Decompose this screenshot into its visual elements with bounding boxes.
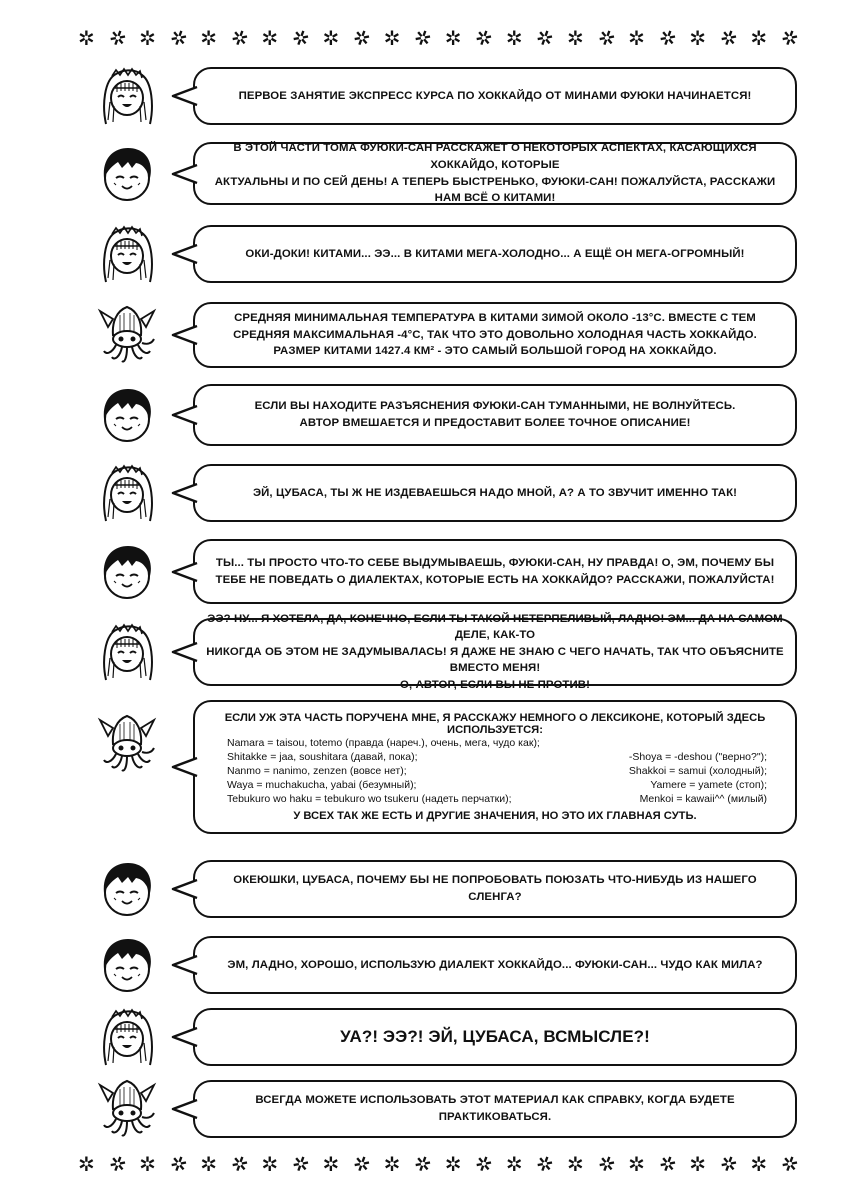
lexicon-row — [227, 736, 767, 750]
flower-ornament-icon: ✲ — [716, 1151, 740, 1179]
flower-ornament-icon: ✲ — [533, 25, 557, 53]
flower-ornament-icon: ✲ — [472, 1151, 496, 1179]
flower-ornament-icon: ✲ — [628, 1154, 645, 1176]
flower-ornament-icon: ✲ — [567, 28, 584, 50]
flower-ornament-icon: ✲ — [689, 1154, 707, 1176]
speech-bubble-tail — [171, 404, 197, 426]
flower-ornament-icon: ✲ — [750, 28, 768, 50]
flower-ornament-icon: ✲ — [689, 28, 707, 50]
lexicon-row — [227, 764, 767, 778]
flower-ornament-icon: ✲ — [227, 25, 251, 53]
flower-ornament-icon: ✲ — [533, 1151, 557, 1179]
lexicon-entry: Shakkoi = samui (холодный); — [628, 765, 767, 777]
speech-bubble — [193, 302, 797, 368]
bubble-text — [205, 144, 785, 203]
flower-ornament-icon: ✲ — [628, 28, 645, 50]
squid-avatar-icon — [96, 305, 158, 365]
lexicon-row — [227, 792, 767, 806]
bubble-text — [205, 1010, 785, 1064]
flower-ornament-icon: ✲ — [655, 1151, 679, 1179]
speech-bubble — [193, 1008, 797, 1066]
lexicon-entry: Waya = muchakucha, yabai (безумный); — [227, 779, 417, 791]
bubble-line: СРЕДНЯЯ МИНИМАЛЬНАЯ ТЕМПЕРАТУРА В КИТАМИ ЗИМОЙ ОКОЛО -13°C. ВМЕСТЕ С ТЕМ — [234, 312, 756, 325]
flower-ornament-icon: ✲ — [777, 1151, 801, 1179]
speech-bubble-tail — [171, 324, 197, 346]
bubble-text — [205, 1082, 785, 1136]
bubble-line: В ЭТОЙ ЧАСТИ ТОМА ФУЮКИ-САН РАССКАЖЕТ О НЕКОТОРЫХ АСПЕКТАХ, КАСАЮЩИХСЯ ХОККАЙДО, КОТОРЫЕ — [233, 142, 757, 171]
bubble-line: РАЗМЕР КИТАМИ 1427.4 КМ² - ЭТО САМЫЙ БОЛЬШОЙ ГОРОД НА ХОККАЙДО. — [273, 345, 717, 358]
flower-ornament-icon: ✲ — [444, 28, 462, 50]
flower-ornament-icon: ✲ — [78, 1154, 95, 1176]
speech-bubble-tail — [171, 1098, 197, 1120]
bubble-text — [205, 386, 785, 444]
boy-avatar-icon — [96, 542, 158, 602]
flower-ornament-icon: ✲ — [322, 28, 340, 50]
speech-bubble-tail — [171, 756, 197, 778]
flower-ornament-icon: ✲ — [322, 1154, 340, 1176]
lexicon-entry: Namara = taisou, totemo (правда (нареч.), очень, мега, чудо как); — [227, 737, 540, 749]
speech-bubble — [193, 860, 797, 918]
lexicon-bubble — [193, 700, 797, 834]
bubble-line: ВСЕГДА МОЖЕТЕ ИСПОЛЬЗОВАТЬ ЭТОТ МАТЕРИАЛ КАК СПРАВКУ, КОГДА БУДЕТЕ ПРАКТИКОВАТЬСЯ. — [255, 1094, 735, 1123]
flower-ornament-icon: ✲ — [261, 1154, 279, 1176]
speech-bubble — [193, 225, 797, 283]
bubble-line: УА?! ЭЭ?! ЭЙ, ЦУБАСА, ВСМЫСЛЕ?! — [340, 1026, 650, 1046]
lexicon-entry: Tebukuro wo haku = tebukuro wo tsukeru (надеть перчатки); — [227, 793, 512, 805]
bubble-text — [205, 227, 785, 281]
speech-bubble-tail — [171, 878, 197, 900]
top-decorative-border — [78, 25, 801, 53]
speech-bubble-tail — [171, 482, 197, 504]
girl-avatar-icon — [96, 463, 158, 523]
bubble-line: АКТУАЛЬНЫ И ПО СЕЙ ДЕНЬ! А ТЕПЕРЬ БЫСТРЕНЬКО, ФУЮКИ-САН! ПОЖАЛУЙСТА, РАССКАЖИ НАМ ВСЁ О КИТАМИ! — [214, 175, 776, 205]
girl-avatar-icon — [96, 1007, 158, 1067]
lexicon-entry: Yamere = yamete (стоп); — [650, 779, 767, 791]
flower-ornament-icon: ✲ — [655, 25, 679, 53]
boy-avatar-icon — [96, 385, 158, 445]
bottom-decorative-border — [78, 1151, 801, 1179]
flower-ornament-icon: ✲ — [139, 28, 156, 50]
bubble-text — [205, 541, 785, 602]
speech-bubble — [193, 539, 797, 604]
bubble-line: ЕСЛИ ВЫ НАХОДИТЕ РАЗЪЯСНЕНИЯ ФУЮКИ-САН ТУМАННЫМИ, НЕ ВОЛНУЙТЕСЬ. — [254, 400, 736, 413]
flower-ornament-icon: ✲ — [349, 25, 374, 53]
flower-ornament-icon: ✲ — [78, 28, 95, 50]
bubble-line: ТЕБЕ НЕ ПОВЕДАТЬ О ДИАЛЕКТАХ, КОТОРЫЕ ЕСТЬ НА ХОККАЙДО? РАССКАЖИ, ПОЖАЛУЙСТА! — [215, 573, 775, 586]
lexicon-list — [227, 736, 767, 806]
flower-ornament-icon: ✲ — [166, 25, 190, 53]
flower-ornament-icon: ✲ — [349, 1151, 374, 1179]
speech-bubble-tail — [171, 85, 197, 107]
lexicon-footer: У ВСЕХ ТАК ЖЕ ЕСТЬ И ДРУГИЕ ЗНАЧЕНИЯ, НО ЭТО ИХ ГЛАВНАЯ СУТЬ. — [293, 810, 697, 822]
flower-ornament-icon: ✲ — [105, 1151, 129, 1179]
speech-bubble-tail — [171, 1026, 197, 1048]
bubble-text — [205, 862, 785, 916]
flower-ornament-icon: ✲ — [139, 1154, 156, 1176]
boy-avatar-icon — [96, 859, 158, 919]
speech-bubble — [193, 142, 797, 205]
lexicon-row — [227, 750, 767, 764]
bubble-text — [205, 612, 785, 691]
girl-avatar-icon — [96, 66, 158, 126]
boy-avatar-icon — [96, 144, 158, 204]
bubble-line: НИКОГДА ОБ ЭТОМ НЕ ЗАДУМЫВАЛАСЬ! Я ДАЖЕ НЕ ЗНАЮ С ЧЕГО НАЧАТЬ, ТАК ЧТО ОБЪЯСНИТЕ ВМЕСТО МЕНЯ! — [206, 645, 784, 675]
flower-ornament-icon: ✲ — [410, 1151, 435, 1179]
flower-ornament-icon: ✲ — [505, 1154, 523, 1176]
flower-ornament-icon: ✲ — [383, 28, 401, 50]
bubble-text — [205, 69, 785, 123]
flower-ornament-icon: ✲ — [261, 28, 279, 50]
bubble-line: ТЫ... ТЫ ПРОСТО ЧТО-ТО СЕБЕ ВЫДУМЫВАЕШЬ, ФУЮКИ-САН, НУ ПРАВДА! О, ЭМ, ПОЧЕМУ БЫ — [215, 556, 775, 569]
bubble-line: О, АВТОР, ЕСЛИ ВЫ НЕ ПРОТИВ! — [400, 678, 590, 691]
bubble-line: ЭЭ? НУ... Я ХОТЕЛА, ДА, КОНЕЧНО, ЕСЛИ ТЫ ТАКОЙ НЕТЕРПЕЛИВЫЙ, ЛАДНО! ЭМ... ДА НА САМОМ ДЕЛЕ, КАК-ТО — [207, 612, 783, 642]
flower-ornament-icon: ✲ — [227, 1151, 251, 1179]
lexicon-entry: Menkoi = kawaii^^ (милый) — [639, 793, 767, 805]
bubble-line: ЭМ, ЛАДНО, ХОРОШО, ИСПОЛЬЗУЮ ДИАЛЕКТ ХОККАЙДО... ФУЮКИ-САН... ЧУДО КАК МИЛА? — [227, 958, 763, 971]
lexicon-header: ЕСЛИ УЖ ЭТА ЧАСТЬ ПОРУЧЕНА МНЕ, Я РАССКАЖУ НЕМНОГО О ЛЕКСИКОНЕ, КОТОРЫЙ ЗДЕСЬ ИСПОЛЬЗУЕТСЯ: — [224, 712, 766, 736]
flower-ornament-icon: ✲ — [505, 28, 523, 50]
bubble-line: СРЕДНЯЯ МАКСИМАЛЬНАЯ -4°C, ТАК ЧТО ЭТО ДОВОЛЬНО ХОЛОДНАЯ ЧАСТЬ ХОККАЙДО. — [233, 328, 757, 341]
flower-ornament-icon: ✲ — [594, 1151, 618, 1179]
boy-avatar-icon — [96, 935, 158, 995]
flower-ornament-icon: ✲ — [444, 1154, 462, 1176]
speech-bubble-tail — [171, 954, 197, 976]
flower-ornament-icon: ✲ — [288, 1151, 312, 1179]
flower-ornament-icon: ✲ — [200, 28, 218, 50]
speech-bubble-tail — [171, 561, 197, 583]
speech-bubble — [193, 384, 797, 446]
girl-avatar-icon — [96, 224, 158, 284]
lexicon-entry: -Shoya = -deshou ("верно?"); — [628, 751, 767, 763]
bubble-line: ПЕРВОЕ ЗАНЯТИЕ ЭКСПРЕСС КУРСА ПО ХОККАЙДО ОТ МИНАМИ ФУЮКИ НАЧИНАЕТСЯ! — [238, 89, 752, 102]
speech-bubble-tail — [171, 163, 197, 185]
bubble-text — [205, 304, 785, 366]
lexicon-row — [227, 778, 767, 792]
speech-bubble — [193, 67, 797, 125]
flower-ornament-icon: ✲ — [166, 1151, 190, 1179]
flower-ornament-icon: ✲ — [383, 1154, 401, 1176]
bubble-line: ЭЙ, ЦУБАСА, ТЫ Ж НЕ ИЗДЕВАЕШЬСЯ НАДО МНОЙ, А? А ТО ЗВУЧИТ ИМЕННО ТАК! — [252, 486, 738, 499]
squid-avatar-icon — [96, 1079, 158, 1139]
lexicon-entry: Nanmo = nanimo, zenzen (вовсе нет); — [227, 765, 407, 777]
flower-ornament-icon: ✲ — [777, 25, 801, 53]
flower-ornament-icon: ✲ — [716, 25, 740, 53]
speech-bubble-tail — [171, 243, 197, 265]
lexicon-entry: Shitakke = jaa, soushitara (давай, пока); — [227, 751, 418, 763]
bubble-line: ОКИ-ДОКИ! КИТАМИ... ЭЭ... В КИТАМИ МЕГА-ХОЛОДНО... А ЕЩЁ ОН МЕГА-ОГРОМНЫЙ! — [245, 247, 745, 260]
flower-ornament-icon: ✲ — [200, 1154, 218, 1176]
bubble-line: ОКЕЮШКИ, ЦУБАСА, ПОЧЕМУ БЫ НЕ ПОПРОБОВАТЬ ПОЮЗАТЬ ЧТО-НИБУДЬ ИЗ НАШЕГО СЛЕНГА? — [233, 874, 757, 903]
flower-ornament-icon: ✲ — [594, 25, 618, 53]
girl-avatar-icon — [96, 622, 158, 682]
flower-ornament-icon: ✲ — [567, 1154, 584, 1176]
bubble-line: АВТОР ВМЕШАЕТСЯ И ПРЕДОСТАВИТ БОЛЕЕ ТОЧНОЕ ОПИСАНИЕ! — [299, 417, 691, 429]
flower-ornament-icon: ✲ — [750, 1154, 768, 1176]
flower-ornament-icon: ✲ — [410, 25, 435, 53]
squid-avatar-icon — [96, 714, 158, 774]
speech-bubble — [193, 936, 797, 994]
flower-ornament-icon: ✲ — [288, 25, 312, 53]
speech-bubble-tail — [171, 641, 197, 663]
bubble-text — [205, 466, 785, 520]
speech-bubble — [193, 612, 797, 691]
bubble-text — [205, 938, 785, 992]
flower-ornament-icon: ✲ — [472, 25, 496, 53]
speech-bubble — [193, 464, 797, 522]
flower-ornament-icon: ✲ — [105, 25, 129, 53]
speech-bubble — [193, 1080, 797, 1138]
